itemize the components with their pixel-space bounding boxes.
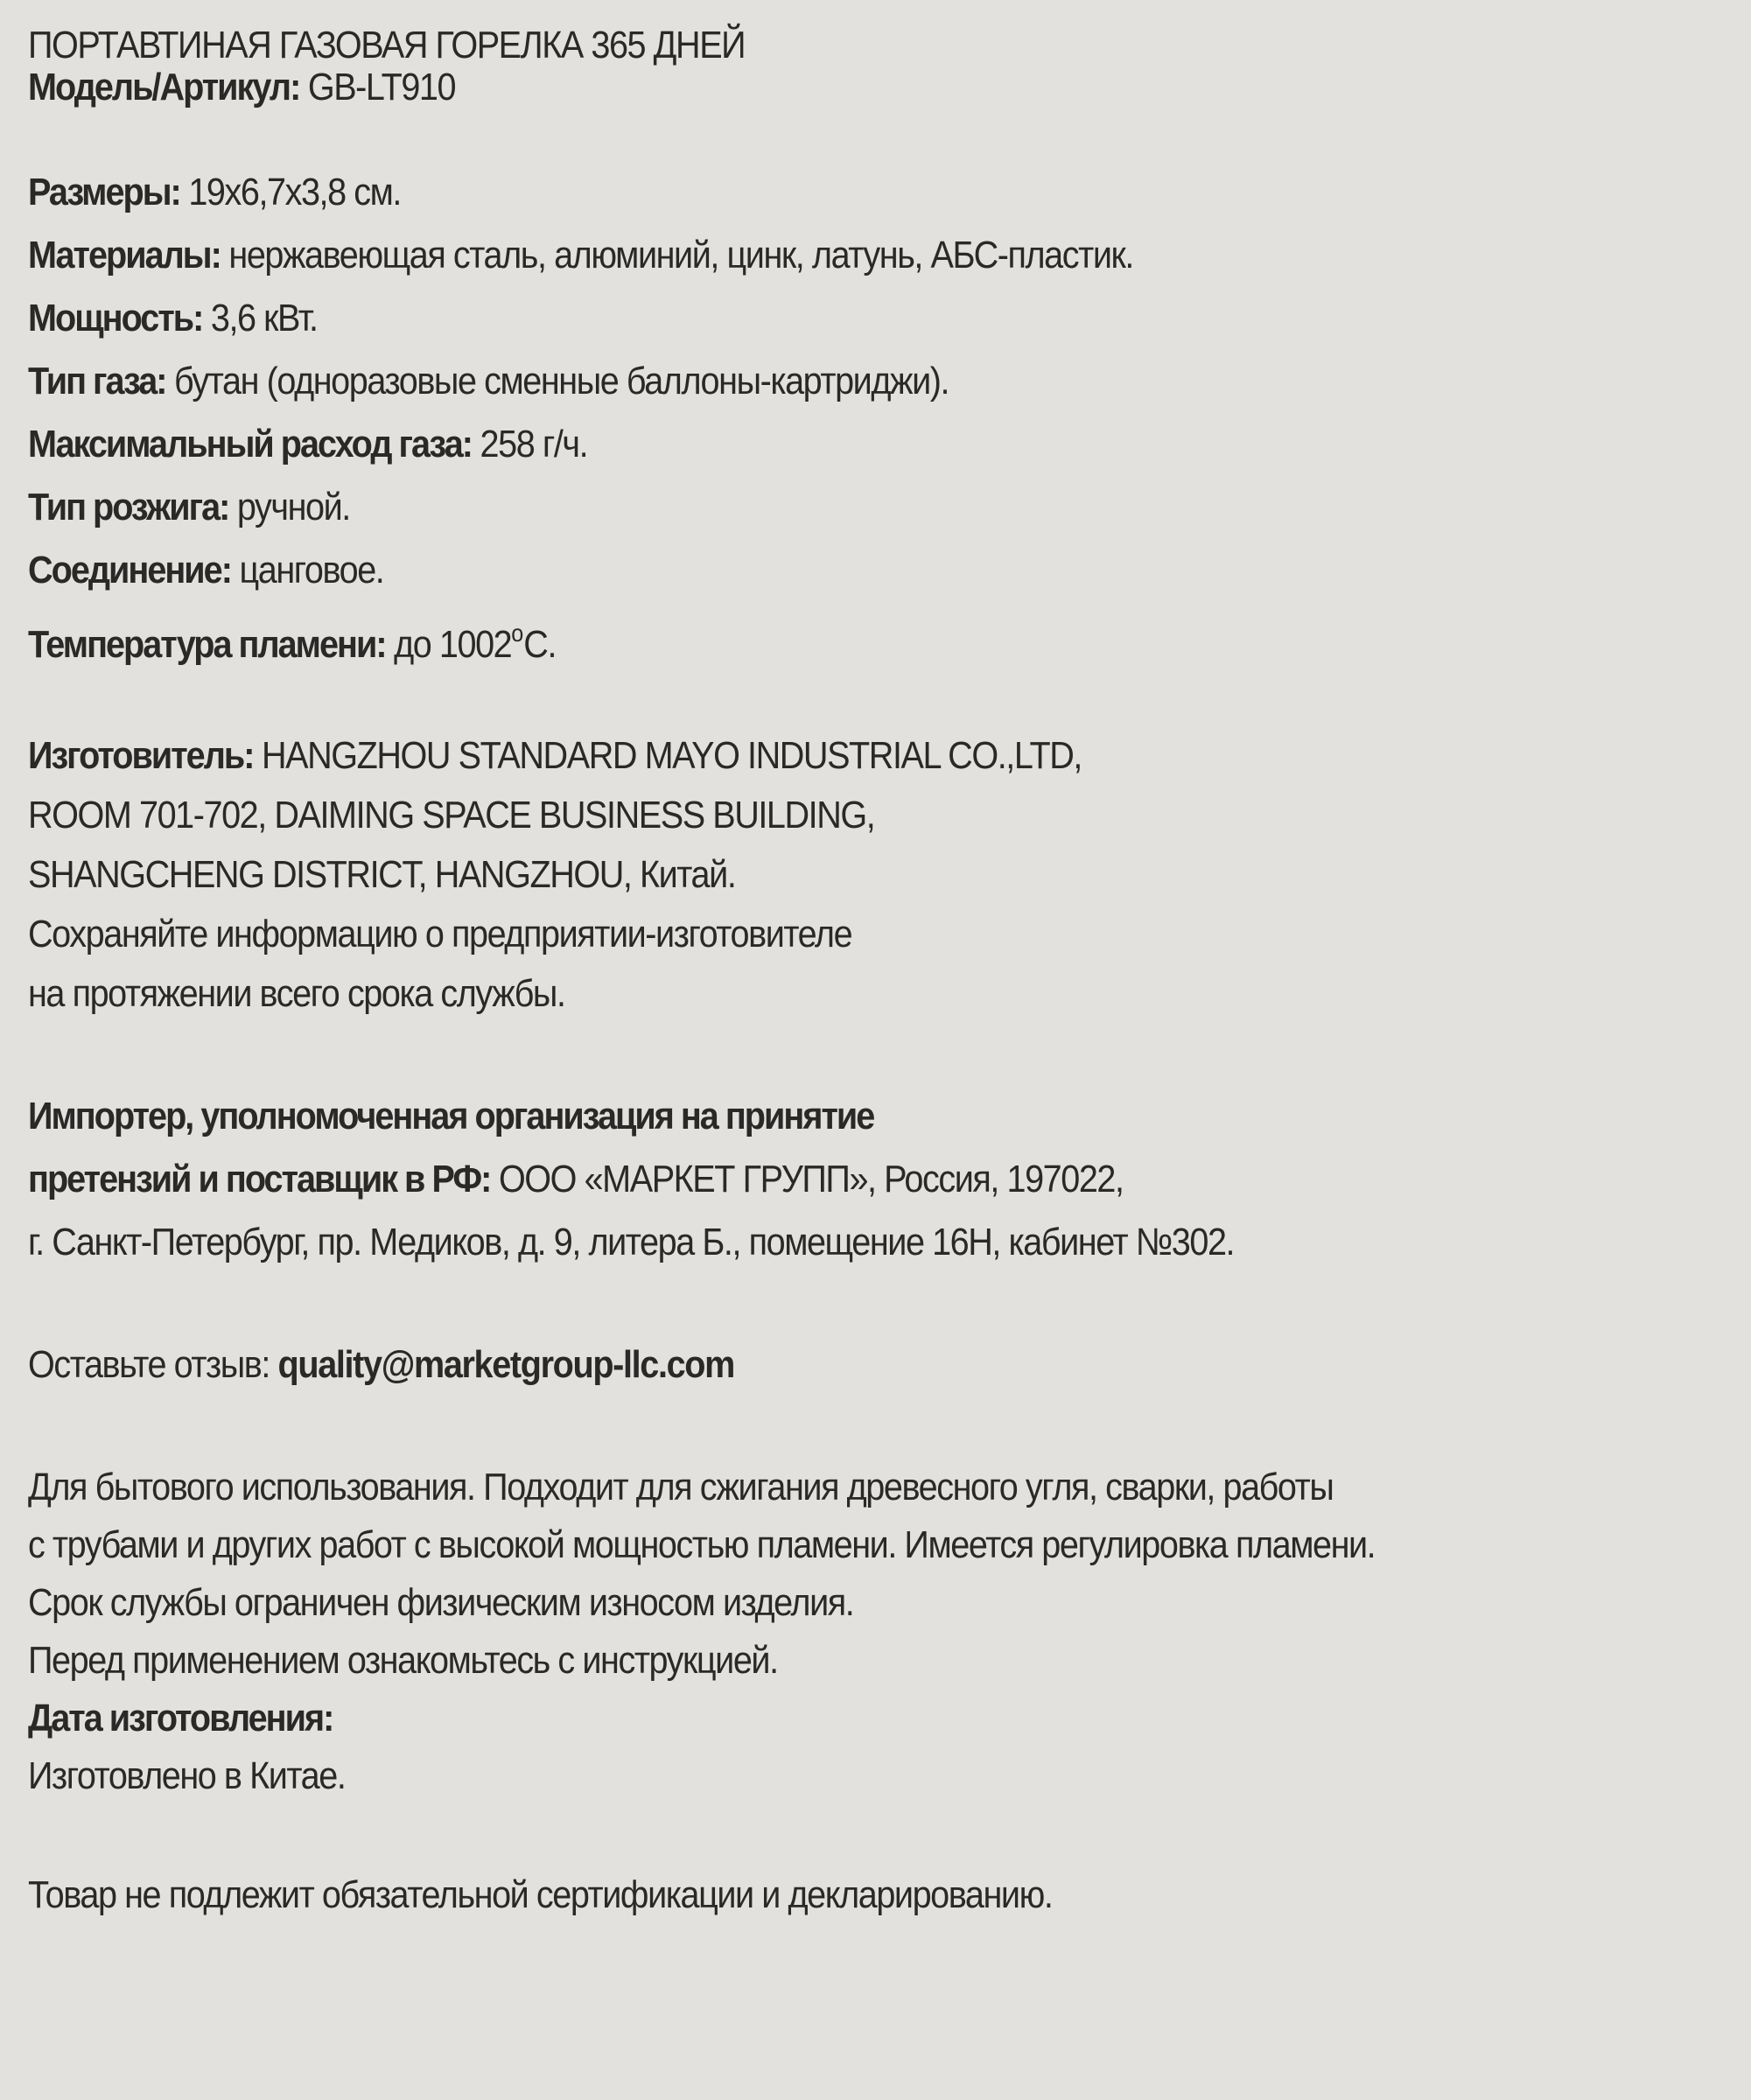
importer-label-cont: претензий и поставщик в РФ: — [28, 1158, 491, 1200]
importer-section — [28, 1096, 1716, 1264]
product-title: ПОРТАВТИНАЯ ГАЗОВАЯ ГОРЕЛКА 365 ДНЕЙ — [28, 24, 746, 66]
manufacturer-section — [28, 735, 1716, 1015]
spec-row-connection — [28, 550, 1547, 592]
spec-unit: C. — [523, 623, 557, 666]
model-row — [28, 66, 1547, 108]
spec-label: Температура пламени: — [28, 623, 386, 666]
degree-sign: o — [511, 620, 524, 647]
spec-value: 258 г/ч. — [471, 423, 588, 466]
spec-value: бутан (одноразовые сменные баллоны-картриджи). — [165, 360, 949, 402]
usage-line: с трубами и других работ с высокой мощностью пламени. Имеется регулировка пламени. — [28, 1523, 1376, 1566]
origin-text: Изготовлено в Китае. — [28, 1754, 346, 1797]
spec-value: 19х6,7х3,8 см. — [179, 171, 401, 214]
spec-value: ручной. — [228, 486, 350, 528]
spec-row-gas-type — [28, 360, 1547, 402]
spec-row-materials — [28, 234, 1547, 276]
spec-value: нержавеющая сталь, алюминий, цинк, латунь, АБС-пластик. — [220, 234, 1133, 276]
spec-row-dimensions — [28, 172, 1547, 214]
spec-row-flame-temperature — [28, 612, 1547, 666]
spec-label: Тип газа: — [28, 360, 166, 402]
spec-value: цанговое. — [230, 549, 384, 592]
spec-label: Тип розжига: — [28, 486, 229, 528]
feedback-email-link[interactable]: quality@marketgroup-llc.com — [277, 1343, 735, 1386]
usage-line: Перед применением ознакомьтесь с инструкцией. — [28, 1639, 778, 1682]
spec-value: 3,6 кВт. — [202, 297, 318, 340]
certification-note: Товар не подлежит обязательной сертификации и декларированию. — [28, 1873, 1053, 1916]
spec-row-gas-consumption — [28, 424, 1547, 466]
spec-label: Размеры: — [28, 171, 180, 214]
usage-line: Срок службы ограничен физическим износом изделия. — [28, 1581, 854, 1624]
manufacture-date-label: Дата изготовления: — [28, 1697, 333, 1740]
importer-label: Импортер, уполномоченная организация на принятие — [28, 1095, 874, 1138]
feedback-label: Оставьте отзыв: — [28, 1343, 278, 1386]
model-value: GB-LT910 — [299, 66, 456, 108]
manufacturer-label: Изготовитель: — [28, 734, 254, 777]
usage-line: Для бытового использования. Подходит для сжигания древесного угля, сварки, работы — [28, 1466, 1334, 1508]
spec-label: Соединение: — [28, 549, 231, 592]
model-label: Модель/Артикул: — [28, 66, 300, 108]
specs-section — [28, 171, 1716, 666]
importer-row — [28, 1158, 1547, 1200]
spec-label: Максимальный расход газа: — [28, 423, 472, 466]
feedback-row — [28, 1344, 1547, 1386]
manufacturer-note-line: Сохраняйте информацию о предприятии-изготовителе — [28, 913, 852, 956]
product-label-document — [28, 24, 1716, 1916]
manufacturer-address-line: ROOM 701-702, DAIMING SPACE BUSINESS BUILDING, — [28, 794, 875, 836]
spec-row-ignition — [28, 486, 1547, 528]
spec-row-power — [28, 298, 1547, 340]
manufacturer-name: HANGZHOU STANDARD MAYO INDUSTRIAL CO.,LTD, — [253, 734, 1082, 777]
usage-section — [28, 1466, 1716, 1797]
spec-label: Мощность: — [28, 297, 203, 340]
spec-value: до 1002 — [385, 623, 512, 666]
spec-label: Материалы: — [28, 234, 221, 276]
manufacturer-row — [28, 735, 1547, 777]
manufacturer-note-line: на протяжении всего срока службы. — [28, 972, 565, 1015]
manufacturer-address-line: SHANGCHENG DISTRICT, HANGZHOU, Китай. — [28, 853, 736, 896]
importer-name: ООО «МАРКЕТ ГРУПП», Россия, 197022, — [490, 1158, 1124, 1200]
importer-address: г. Санкт-Петербург, пр. Медиков, д. 9, литера Б., помещение 16Н, кабинет №302. — [28, 1221, 1235, 1264]
